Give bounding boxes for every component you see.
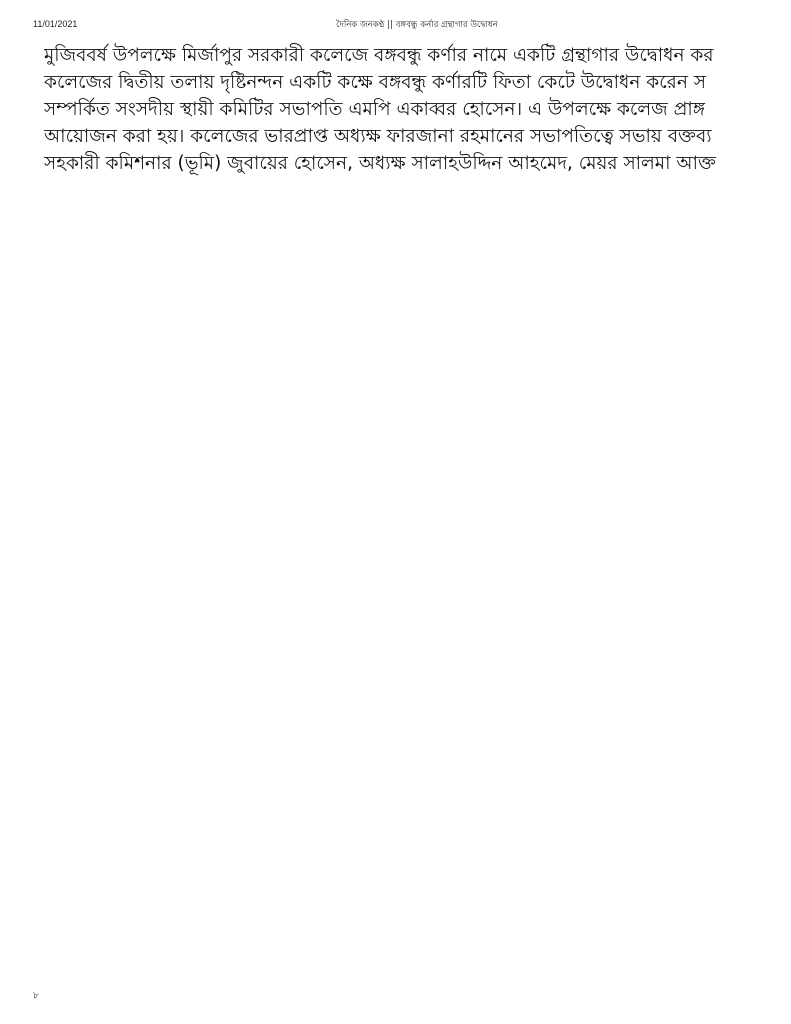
article-line: মুজিববর্ষ উপলক্ষে মির্জাপুর সরকারী কলেজে বঙ্গবন্ধু কর্ণার নামে একটি গ্রন্থাগার উদ্বোধন কর: [44, 45, 714, 66]
article-line: সহকারী কমিশনার (ভূমি) জুবায়ের হোসেন, অধ্যক্ষ সালাহউদ্দিন আহমেদ, মেয়র সালমা আক্ত: [44, 153, 716, 174]
article-body: [44, 42, 791, 177]
page-title: দৈনিক জনকণ্ঠ || বঙ্গবন্ধু কর্নার গ্রন্থাগার উদ্বোধন: [336, 20, 498, 30]
article-line: সম্পর্কিত সংসদীয় স্থায়ী কমিটির সভাপতি এমপি একাব্বর হোসেন। এ উপলক্ষে কলেজ প্রাঙ্গ: [44, 99, 706, 120]
article-line: আয়োজন করা হয়। কলেজের ভারপ্রাপ্ত অধ্যক্ষ ফারজানা রহমানের সভাপতিত্বে সভায় বক্তব্য: [44, 126, 712, 147]
print-date: 11/01/2021: [33, 19, 78, 29]
print-header: [0, 18, 791, 34]
page-number: ৮: [33, 991, 39, 1001]
article-line: কলেজের দ্বিতীয় তলায় দৃষ্টিনন্দন একটি কক্ষে বঙ্গবন্ধু কর্ণারটি ফিতা কেটে উদ্বোধন করেন স: [44, 72, 706, 93]
